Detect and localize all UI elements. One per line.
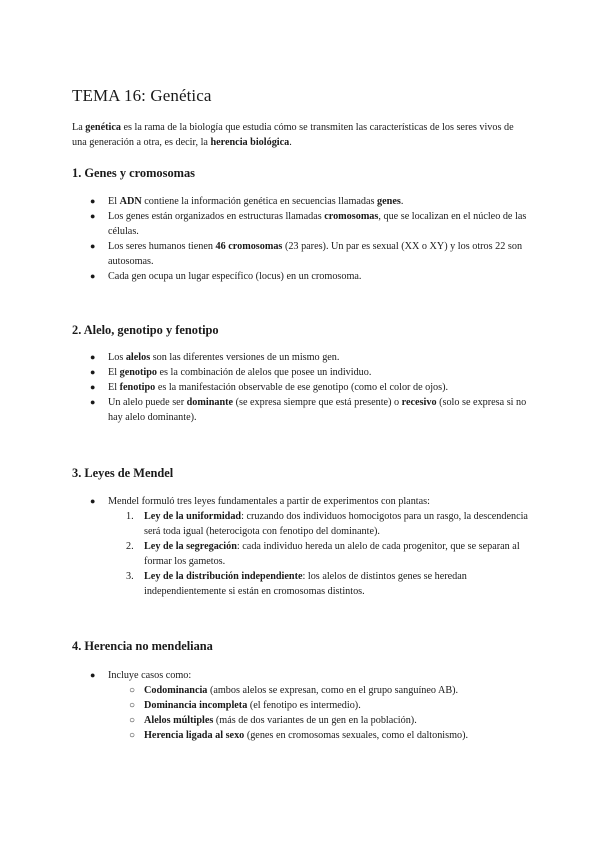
law-name: Ley de la uniformidad [144, 511, 242, 522]
item-text: Un alelo puede ser [108, 397, 187, 408]
section-1-heading: 1. Genes y cromosomas [72, 166, 195, 180]
law-name: Ley de la distribución independiente [144, 571, 303, 582]
intro-text-2: es la rama de la biología que estudia cómo se transmiten las características de los seres vivos de una generación a otra, es decir, la [72, 122, 514, 148]
case-name: Herencia ligada al sexo [144, 730, 245, 741]
item-text: contiene la información genética en secuencias llamadas [141, 196, 378, 207]
item-text: El [108, 367, 120, 378]
bullet-icon: ● [90, 196, 96, 206]
case-item [72, 683, 528, 698]
bullet-icon: ● [90, 382, 96, 392]
section-3-heading: 3. Leyes de Mendel [72, 466, 174, 480]
bullet-icon: ● [90, 670, 96, 680]
case-name: Alelos múltiples [144, 715, 214, 726]
item-bold: 46 cromosomas [215, 241, 283, 252]
item-bold: dominante [186, 397, 234, 408]
item-text: Cada gen ocupa un lugar específico (locus) en un cromosoma. [108, 271, 362, 282]
mendel-laws-list [108, 509, 528, 599]
case-item [72, 698, 528, 713]
law-text: : los alelos de distintos genes se heredan independientemente si están en cromosomas distintos. [144, 571, 467, 597]
law-name: Ley de la segregación [144, 541, 237, 552]
item-text: , que se localizan en el núcleo de las células. [108, 211, 527, 237]
list-item [72, 395, 528, 425]
item-bold: genes [377, 196, 401, 207]
list-item [72, 194, 528, 209]
law-item [72, 509, 528, 539]
bullet-icon: ● [90, 496, 96, 506]
bullet-icon: ● [90, 397, 96, 407]
circle-bullet-icon: ○ [129, 700, 136, 711]
item-text: Incluye casos como: [108, 670, 192, 681]
section-1-list [72, 194, 528, 284]
bullet-icon: ● [90, 241, 96, 251]
case-item [72, 728, 528, 743]
item-text: (solo se expresa si no hay alelo dominante). [108, 397, 527, 423]
law-item [72, 569, 528, 599]
case-name: Dominancia incompleta [144, 700, 248, 711]
item-text: Los seres humanos tienen [108, 241, 216, 252]
law-text: : cruzando dos individuos homocigotos para un rasgo, la descendencia será toda igual (heterocigota con fenotipo del dominante). [144, 511, 528, 537]
circle-bullet-icon: ○ [129, 730, 136, 741]
item-text: (23 pares). Un par es sexual (XX o XY) y los otros 22 son autosomas. [108, 241, 523, 267]
law-number: 3. [126, 571, 134, 582]
bullet-icon: ● [90, 271, 96, 281]
intro-paragraph [72, 120, 528, 150]
cases-list [108, 683, 528, 743]
item-text: El [108, 196, 120, 207]
item-text: . [400, 196, 404, 207]
item-text: El [108, 382, 120, 393]
intro-text-3: . [289, 137, 292, 148]
item-bold: recesivo [401, 397, 437, 408]
law-number: 2. [126, 541, 134, 552]
section-4-list [72, 668, 528, 743]
case-name: Codominancia [144, 685, 208, 696]
law-text: : cada individuo hereda un alelo de cada progenitor, que se separan al formar los gametos. [144, 541, 520, 567]
list-item [72, 494, 528, 599]
case-item [72, 713, 528, 728]
item-text: Los [108, 352, 126, 363]
case-text: (más de dos variantes de un gen en la población). [213, 715, 417, 726]
list-item [72, 269, 528, 284]
item-bold: fenotipo [119, 382, 156, 393]
circle-bullet-icon: ○ [129, 715, 136, 726]
intro-text-1: La [72, 122, 86, 133]
intro-bold-genetica: genética [85, 122, 121, 133]
page-title: TEMA 16: Genética [72, 86, 212, 105]
item-text: (se expresa siempre que está presente) o [233, 397, 402, 408]
item-text: es la manifestación observable de ese genotipo (como el color de ojos). [155, 382, 449, 393]
item-bold: cromosomas [324, 211, 379, 222]
law-item [72, 539, 528, 569]
list-item [72, 668, 528, 743]
item-text: son las diferentes versiones de un mismo gen. [150, 352, 340, 363]
bullet-icon: ● [90, 367, 96, 377]
item-text: Los genes están organizados en estructuras llamadas [108, 211, 325, 222]
section-2-heading: 2. Alelo, genotipo y fenotipo [72, 323, 219, 337]
item-bold: alelos [125, 352, 151, 363]
list-item [72, 350, 528, 365]
case-text: (ambos alelos se expresan, como en el grupo sanguíneo AB). [207, 685, 459, 696]
law-number: 1. [126, 511, 134, 522]
item-bold: ADN [119, 196, 142, 207]
section-2-list [72, 350, 528, 425]
list-item [72, 239, 528, 269]
item-bold: genotipo [119, 367, 157, 378]
item-text: es la combinación de alelos que posee un individuo. [156, 367, 372, 378]
circle-bullet-icon: ○ [129, 685, 136, 696]
intro-bold-herencia: herencia biológica [210, 137, 290, 148]
bullet-icon: ● [90, 211, 96, 221]
bullet-icon: ● [90, 352, 96, 362]
item-text: Mendel formuló tres leyes fundamentales a partir de experimentos con plantas: [108, 496, 430, 507]
section-3-list [72, 494, 528, 599]
case-text: (el fenotipo es intermedio). [247, 700, 361, 711]
section-4-heading: 4. Herencia no mendeliana [72, 639, 213, 653]
list-item [72, 365, 528, 380]
list-item [72, 209, 528, 239]
case-text: (genes en cromosomas sexuales, como el daltonismo). [244, 730, 469, 741]
list-item [72, 380, 528, 395]
